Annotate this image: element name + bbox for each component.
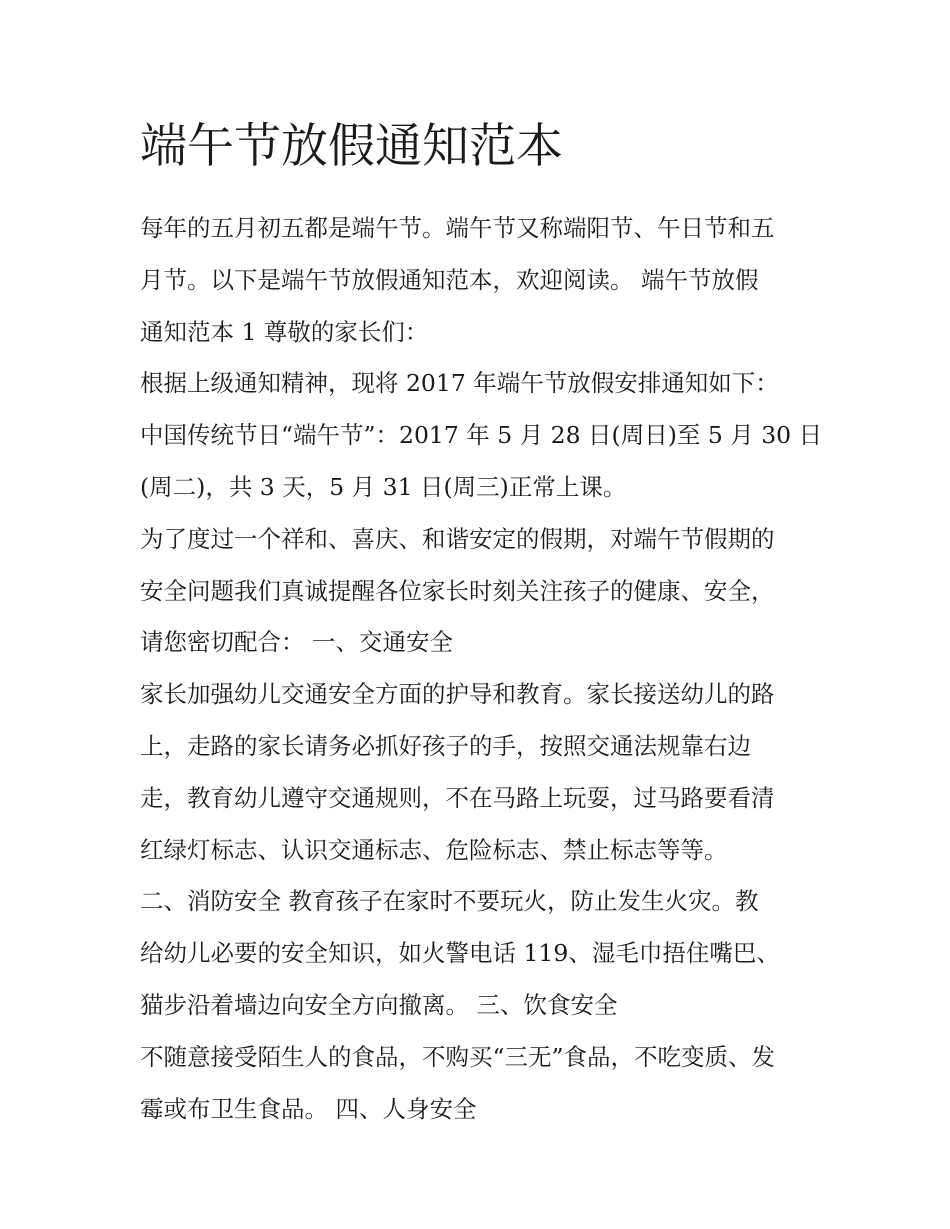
paragraph-line: 请您密切配合： 一、交通安全 <box>140 628 453 657</box>
paragraph-line: 根据上级通知精神，现将 2017 年端午节放假安排通知如下： <box>140 369 779 398</box>
paragraph-line: 走，教育幼儿遵守交通规则，不在马路上玩耍，过马路要看清 <box>140 783 775 812</box>
document-content <box>140 112 830 1135</box>
document-title: 端午节放假通知范本 <box>140 119 563 174</box>
paragraph-line: 二、消防安全 教育孩子在家时不要玩火，防止发生火灾。教 <box>140 887 759 916</box>
paragraph-line: 霉或布卫生食品。 四、人身安全 <box>140 1094 477 1123</box>
paragraph-line: 不随意接受陌生人的食品，不购买“三无”食品，不吃变质、发 <box>140 1042 776 1071</box>
paragraph-line: 月节。以下是端午节放假通知范本，欢迎阅读。 端午节放假 <box>140 265 759 294</box>
paragraph-line: 中国传统节日“端午节”：2017 年 5 月 28 日(周日)至 5 月 30 日 <box>140 421 823 450</box>
paragraph-line: 通知范本 1 尊敬的家长们： <box>140 317 429 346</box>
paragraph-line: 为了度过一个祥和、喜庆、和谐安定的假期，对端午节假期的 <box>140 524 775 553</box>
document-body <box>140 203 830 1135</box>
paragraph-line: 每年的五月初五都是端午节。端午节又称端阳节、午日节和五 <box>140 214 775 242</box>
paragraph-line: 猫步沿着墙边向安全方向撤离。 三、饮食安全 <box>140 990 618 1019</box>
paragraph-line: 家长加强幼儿交通安全方面的护导和教育。家长接送幼儿的路 <box>140 680 775 709</box>
paragraph-line: (周二)，共 3 天，5 月 31 日(周三)正常上课。 <box>140 472 627 501</box>
paragraph-line: 上，走路的家长请务必抓好孩子的手，按照交通法规靠右边 <box>140 731 751 760</box>
paragraph-line: 红绿灯标志、认识交通标志、危险标志、禁止标志等等。 <box>140 835 728 864</box>
paragraph-line: 给幼儿必要的安全知识，如火警电话 119、湿毛巾捂住嘴巴、 <box>140 939 780 968</box>
paragraph-line: 安全问题我们真诚提醒各位家长时刻关注孩子的健康、安全， <box>140 576 775 605</box>
